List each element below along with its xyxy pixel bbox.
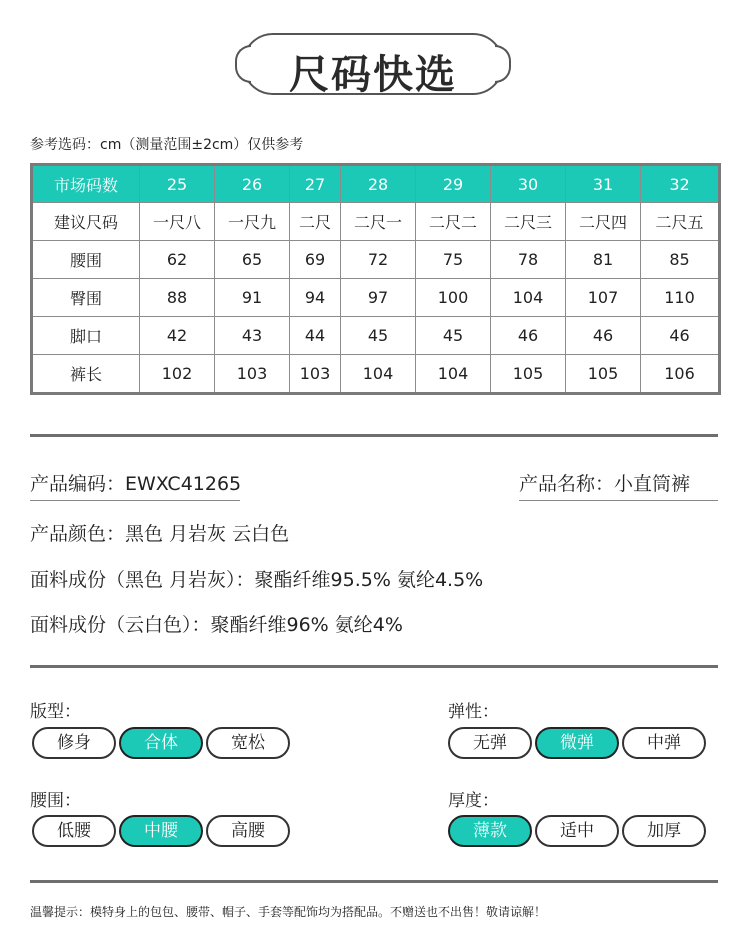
table-row — [32, 241, 720, 279]
table-cell: 二尺四 — [566, 203, 641, 241]
table-cell: 110 — [641, 279, 720, 317]
header-cell: 30 — [491, 165, 566, 203]
table-cell: 102 — [140, 355, 215, 394]
table-cell: 一尺九 — [215, 203, 290, 241]
header-cell: 27 — [290, 165, 341, 203]
header-cell: 29 — [416, 165, 491, 203]
table-cell: 103 — [215, 355, 290, 394]
reference-note: 参考选码：cm（测量范围±2cm）仅供参考 — [30, 137, 304, 153]
header-cell: 28 — [341, 165, 416, 203]
product-code: 产品编码：EWXC41265 — [30, 473, 242, 495]
fit-option-loose[interactable]: 宽松 — [206, 727, 290, 759]
fit-option-regular[interactable]: 合体 — [119, 727, 203, 759]
table-cell: 105 — [491, 355, 566, 394]
table-cell: 104 — [341, 355, 416, 394]
elasticity-label: 弹性： — [448, 702, 499, 722]
fit-label: 版型： — [30, 702, 81, 722]
row-label: 脚口 — [32, 317, 140, 355]
table-cell: 45 — [416, 317, 491, 355]
section-divider — [30, 665, 718, 668]
row-label: 裤长 — [32, 355, 140, 394]
header-cell: 31 — [566, 165, 641, 203]
section-divider — [30, 434, 718, 437]
header-cell: 26 — [215, 165, 290, 203]
table-cell: 46 — [491, 317, 566, 355]
title-badge — [242, 33, 504, 98]
table-cell: 二尺 — [290, 203, 341, 241]
table-cell: 44 — [290, 317, 341, 355]
table-row — [32, 355, 720, 394]
table-cell: 104 — [491, 279, 566, 317]
table-cell: 65 — [215, 241, 290, 279]
table-row — [32, 203, 720, 241]
table-cell: 二尺三 — [491, 203, 566, 241]
table-cell: 二尺五 — [641, 203, 720, 241]
table-cell: 106 — [641, 355, 720, 394]
row-label: 腰围 — [32, 241, 140, 279]
thickness-option-moderate[interactable]: 适中 — [535, 815, 619, 847]
elasticity-option-medium[interactable]: 中弹 — [622, 727, 706, 759]
fabric-composition-dark: 面料成份（黑色 月岩灰）：聚酯纤维95.5% 氨纶4.5% — [30, 569, 484, 591]
size-table-header-row — [32, 165, 720, 203]
table-cell: 43 — [215, 317, 290, 355]
product-name: 产品名称：小直筒裤 — [519, 473, 691, 495]
table-cell: 一尺八 — [140, 203, 215, 241]
header-cell: 25 — [140, 165, 215, 203]
section-divider — [30, 880, 718, 883]
table-cell: 二尺一 — [341, 203, 416, 241]
thickness-option-thin[interactable]: 薄款 — [448, 815, 532, 847]
header-cell: 市场码数 — [32, 165, 140, 203]
table-cell: 85 — [641, 241, 720, 279]
table-cell: 78 — [491, 241, 566, 279]
thickness-option-thick[interactable]: 加厚 — [622, 815, 706, 847]
page-title: 尺码快选 — [289, 52, 457, 98]
table-cell: 104 — [416, 355, 491, 394]
table-cell: 103 — [290, 355, 341, 394]
row-label: 建议尺码 — [32, 203, 140, 241]
table-cell: 94 — [290, 279, 341, 317]
table-cell: 75 — [416, 241, 491, 279]
thickness-label: 厚度： — [448, 791, 499, 811]
table-cell: 81 — [566, 241, 641, 279]
table-cell: 42 — [140, 317, 215, 355]
table-cell: 46 — [641, 317, 720, 355]
waist-option-mid[interactable]: 中腰 — [119, 815, 203, 847]
table-cell: 91 — [215, 279, 290, 317]
table-row — [32, 317, 720, 355]
table-cell: 100 — [416, 279, 491, 317]
waist-option-high[interactable]: 高腰 — [206, 815, 290, 847]
header-cell: 32 — [641, 165, 720, 203]
warm-tip: 温馨提示：模特身上的包包、腰带、帽子、手套等配饰均为搭配品。不赠送也不出售！敬请谅解！ — [30, 905, 547, 919]
table-row — [32, 279, 720, 317]
fabric-composition-white: 面料成份（云白色）：聚酯纤维96% 氨纶4% — [30, 614, 403, 636]
table-cell: 97 — [341, 279, 416, 317]
product-name-underline — [519, 500, 718, 501]
waist-option-low[interactable]: 低腰 — [32, 815, 116, 847]
elasticity-option-slight[interactable]: 微弹 — [535, 727, 619, 759]
table-cell: 107 — [566, 279, 641, 317]
table-cell: 88 — [140, 279, 215, 317]
table-cell: 45 — [341, 317, 416, 355]
table-cell: 69 — [290, 241, 341, 279]
table-cell: 72 — [341, 241, 416, 279]
product-colors: 产品颜色：黑色 月岩灰 云白色 — [30, 523, 290, 545]
table-cell: 二尺二 — [416, 203, 491, 241]
table-cell: 105 — [566, 355, 641, 394]
row-label: 臀围 — [32, 279, 140, 317]
elasticity-option-none[interactable]: 无弹 — [448, 727, 532, 759]
size-table — [30, 163, 721, 395]
table-cell: 46 — [566, 317, 641, 355]
product-code-underline — [30, 500, 240, 501]
waist-label: 腰围： — [30, 791, 81, 811]
fit-option-slim[interactable]: 修身 — [32, 727, 116, 759]
table-cell: 62 — [140, 241, 215, 279]
